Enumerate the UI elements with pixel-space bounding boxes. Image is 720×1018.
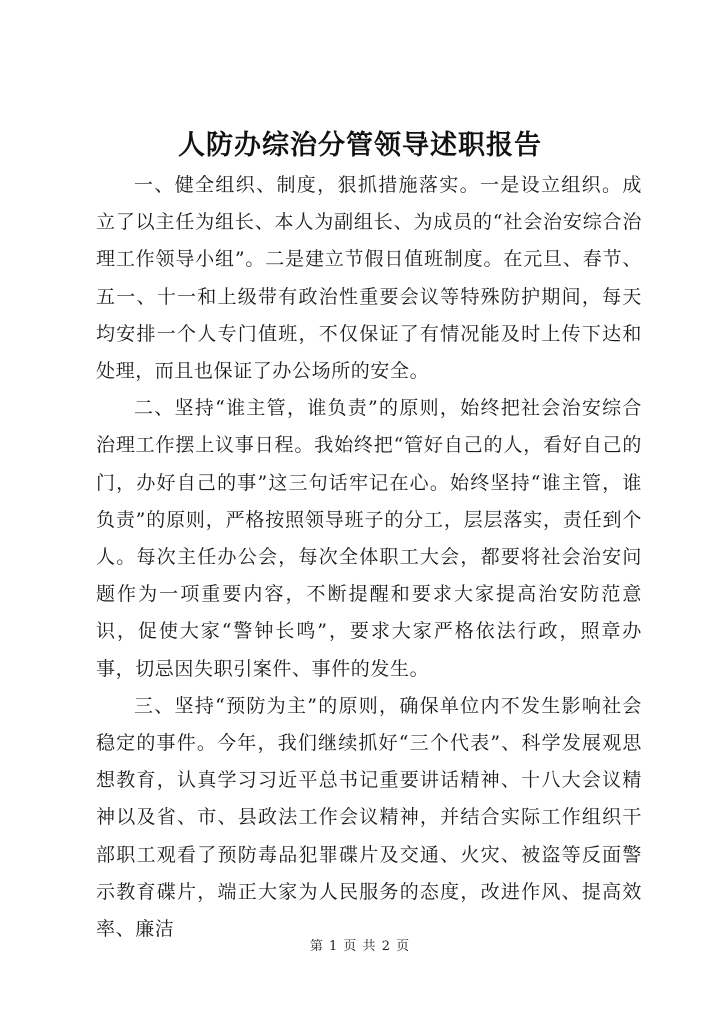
paragraph-3: 三、坚持“预防为主”的原则，确保单位内不发生影响社会稳定的事件。今年，我们继续抓好“三个代表”、科学发展观思想教育，认真学习习近平总书记重要讲话精神、十八大会议精神以及省、市、县政法工作会议精神，并结合实际工作组织干部职工观看了预防毒品犯罪碟片及交通、火灾、被盗等反面警示教育碟片，端正大家为人民服务的态度，改进作风、提高效率、廉洁 [96,694,642,941]
paragraph-1: 一、健全组织、制度，狠抓措施落实。一是设立组织。成立了以主任为组长、本人为副组长、为成员的“社会治安综合治理工作领导小组”。二是建立节假日值班制度。在元旦、春节、五一、十一和上级带有政治性重要会议等特殊防护期间，每天均安排一个人专门值班，不仅保证了有情况能及时上传下达和处理，而且也保证了办公场所的安全。 [96,174,642,383]
document-body [96,167,642,948]
document-title: 人防办综治分管领导述职报告 [178,130,542,161]
page-footer: 第 1 页 共 2 页 [309,939,411,954]
paragraph-2: 二、坚持“谁主管，谁负责”的原则，始终把社会治安综合治理工作摆上议事日程。我始终把“管好自己的人，看好自己的门，办好自己的事”这三句话牢记在心。始终坚持“谁主管，谁负责”的原则，严格按照领导班子的分工，层层落实，责任到个人。每次主任办公会，每次全体职工大会，都要将社会治安问题作为一项重要内容，不断提醒和要求大家提高治安防范意识，促使大家“警钟长鸣”，要求大家严格依法行政，照章办事，切忌因失职引案件、事件的发生。 [96,397,642,680]
